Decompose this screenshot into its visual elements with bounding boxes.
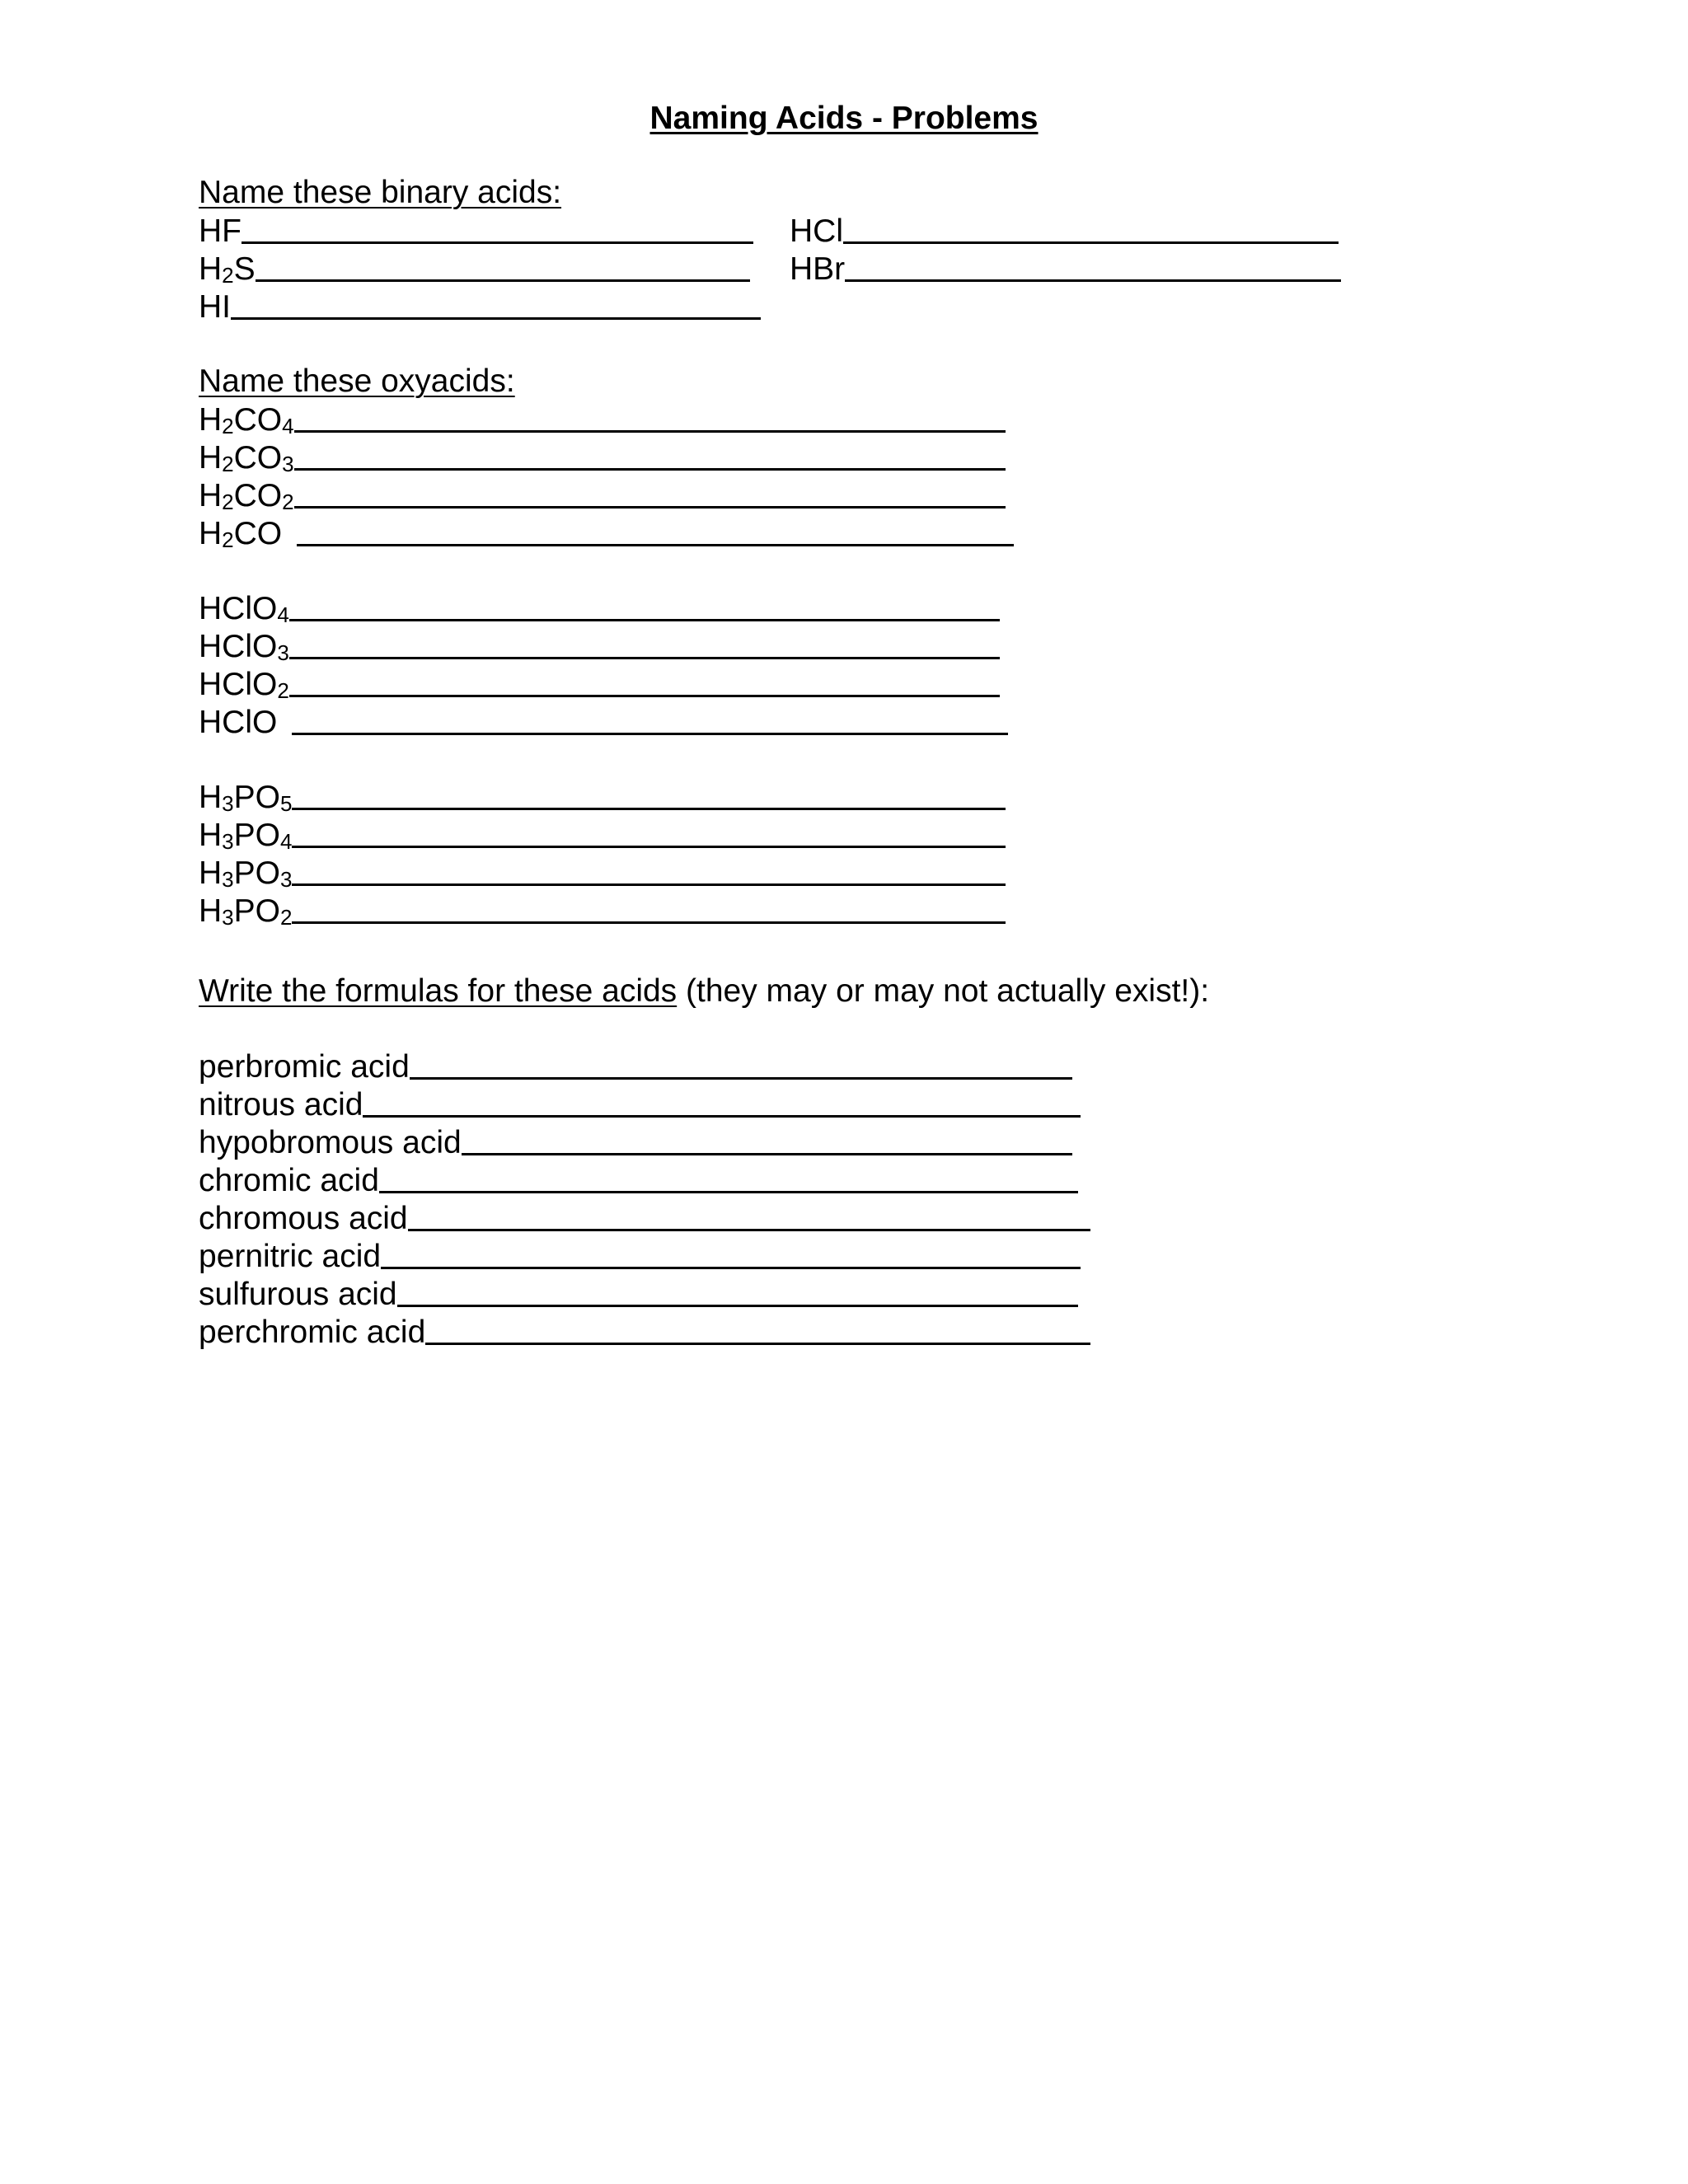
answer-line[interactable] bbox=[294, 468, 1006, 471]
formula-row bbox=[199, 1086, 1081, 1124]
formula-label: $H_2CO$ bbox=[199, 516, 283, 552]
acid-name-label: perbromic acid bbox=[199, 1049, 410, 1085]
oxy-row bbox=[199, 817, 1006, 855]
answer-line[interactable] bbox=[462, 1153, 1072, 1155]
acid-name-label: pernitric acid bbox=[199, 1239, 382, 1274]
formula-label: $H_2CO_3$ bbox=[199, 440, 294, 476]
oxy-row bbox=[199, 515, 1014, 553]
answer-line[interactable] bbox=[231, 317, 761, 320]
oxy-row bbox=[199, 401, 1006, 439]
formula-label: HClO$_3$ bbox=[199, 629, 289, 665]
binary-acids-heading: Name these binary acids: bbox=[199, 175, 562, 210]
answer-line[interactable] bbox=[297, 544, 1014, 546]
formula-row bbox=[199, 1200, 1090, 1238]
formula-row bbox=[199, 1238, 1081, 1276]
oxy-row bbox=[199, 704, 1008, 742]
answer-line[interactable] bbox=[410, 1077, 1072, 1080]
worksheet-title: Naming Acids - Problems bbox=[649, 101, 1039, 136]
formula-label: HClO$_2$ bbox=[199, 667, 289, 703]
answer-line[interactable] bbox=[292, 846, 1006, 848]
oxyacids-heading: Name these oxyacids: bbox=[199, 363, 515, 399]
answer-line[interactable] bbox=[241, 241, 753, 244]
formula-label: $H_3PO_4$ bbox=[199, 818, 293, 854]
formulas-heading-text: Write the formulas for these acids bbox=[199, 973, 678, 1009]
formula-label: $H_2S$ bbox=[199, 251, 256, 288]
formula-row bbox=[199, 1162, 1078, 1200]
formula-label: $H_2CO_2$ bbox=[199, 478, 294, 514]
answer-line[interactable] bbox=[294, 506, 1006, 509]
formulas-heading bbox=[199, 973, 1209, 1010]
answer-line[interactable] bbox=[425, 1343, 1090, 1345]
formula-label: HI bbox=[199, 289, 231, 325]
answer-line[interactable] bbox=[292, 883, 1006, 886]
acid-name-label: nitrous acid bbox=[199, 1087, 363, 1122]
formula-row bbox=[199, 1048, 1072, 1086]
answer-line[interactable] bbox=[292, 921, 1006, 924]
oxy-row bbox=[199, 855, 1006, 893]
oxy-row bbox=[199, 666, 1000, 704]
answer-line[interactable] bbox=[289, 657, 1000, 659]
binary-row-hbr bbox=[790, 251, 1341, 288]
binary-row-hf bbox=[199, 213, 753, 251]
formula-row bbox=[199, 1276, 1078, 1314]
answer-line[interactable] bbox=[256, 279, 750, 282]
formula-label: HClO$_4$ bbox=[199, 591, 289, 627]
acid-name-label: chromic acid bbox=[199, 1163, 379, 1198]
formula-label: $H_3PO_5$ bbox=[199, 780, 293, 816]
binary-row-hi bbox=[199, 288, 761, 326]
formula-label: HBr bbox=[790, 251, 846, 287]
formula-row bbox=[199, 1124, 1072, 1162]
answer-line[interactable] bbox=[381, 1267, 1081, 1269]
answer-line[interactable] bbox=[379, 1191, 1078, 1193]
answer-line[interactable] bbox=[408, 1229, 1090, 1231]
oxy-row bbox=[199, 477, 1006, 515]
acid-name-label: sulfurous acid bbox=[199, 1277, 397, 1312]
acid-name-label: hypobromous acid bbox=[199, 1125, 462, 1160]
formula-label: $H_3PO_3$ bbox=[199, 855, 293, 892]
formula-label: HClO bbox=[199, 705, 278, 740]
oxy-row bbox=[199, 590, 1000, 628]
acid-name-label: perchromic acid bbox=[199, 1315, 426, 1350]
oxy-row bbox=[199, 893, 1006, 930]
binary-row-h2s bbox=[199, 251, 750, 288]
formula-label: HCl bbox=[790, 213, 843, 249]
formula-row bbox=[199, 1314, 1090, 1352]
oxy-row bbox=[199, 779, 1006, 817]
answer-line[interactable] bbox=[845, 279, 1341, 282]
answer-line[interactable] bbox=[363, 1115, 1081, 1118]
answer-line[interactable] bbox=[292, 733, 1008, 735]
answer-line[interactable] bbox=[397, 1305, 1078, 1307]
answer-line[interactable] bbox=[294, 430, 1006, 433]
acid-name-label: chromous acid bbox=[199, 1201, 408, 1236]
formula-label: $H_2CO_4$ bbox=[199, 402, 294, 438]
oxy-row bbox=[199, 628, 1000, 666]
formula-label: $H_3PO_2$ bbox=[199, 893, 293, 930]
formula-label: HF bbox=[199, 213, 241, 249]
answer-line[interactable] bbox=[843, 241, 1339, 244]
answer-line[interactable] bbox=[289, 695, 1000, 697]
formulas-heading-note: (they may or may not actually exist!): bbox=[677, 973, 1210, 1009]
answer-line[interactable] bbox=[292, 808, 1006, 810]
oxy-row bbox=[199, 439, 1006, 477]
binary-row-hcl bbox=[790, 213, 1339, 251]
answer-line[interactable] bbox=[289, 619, 1000, 621]
